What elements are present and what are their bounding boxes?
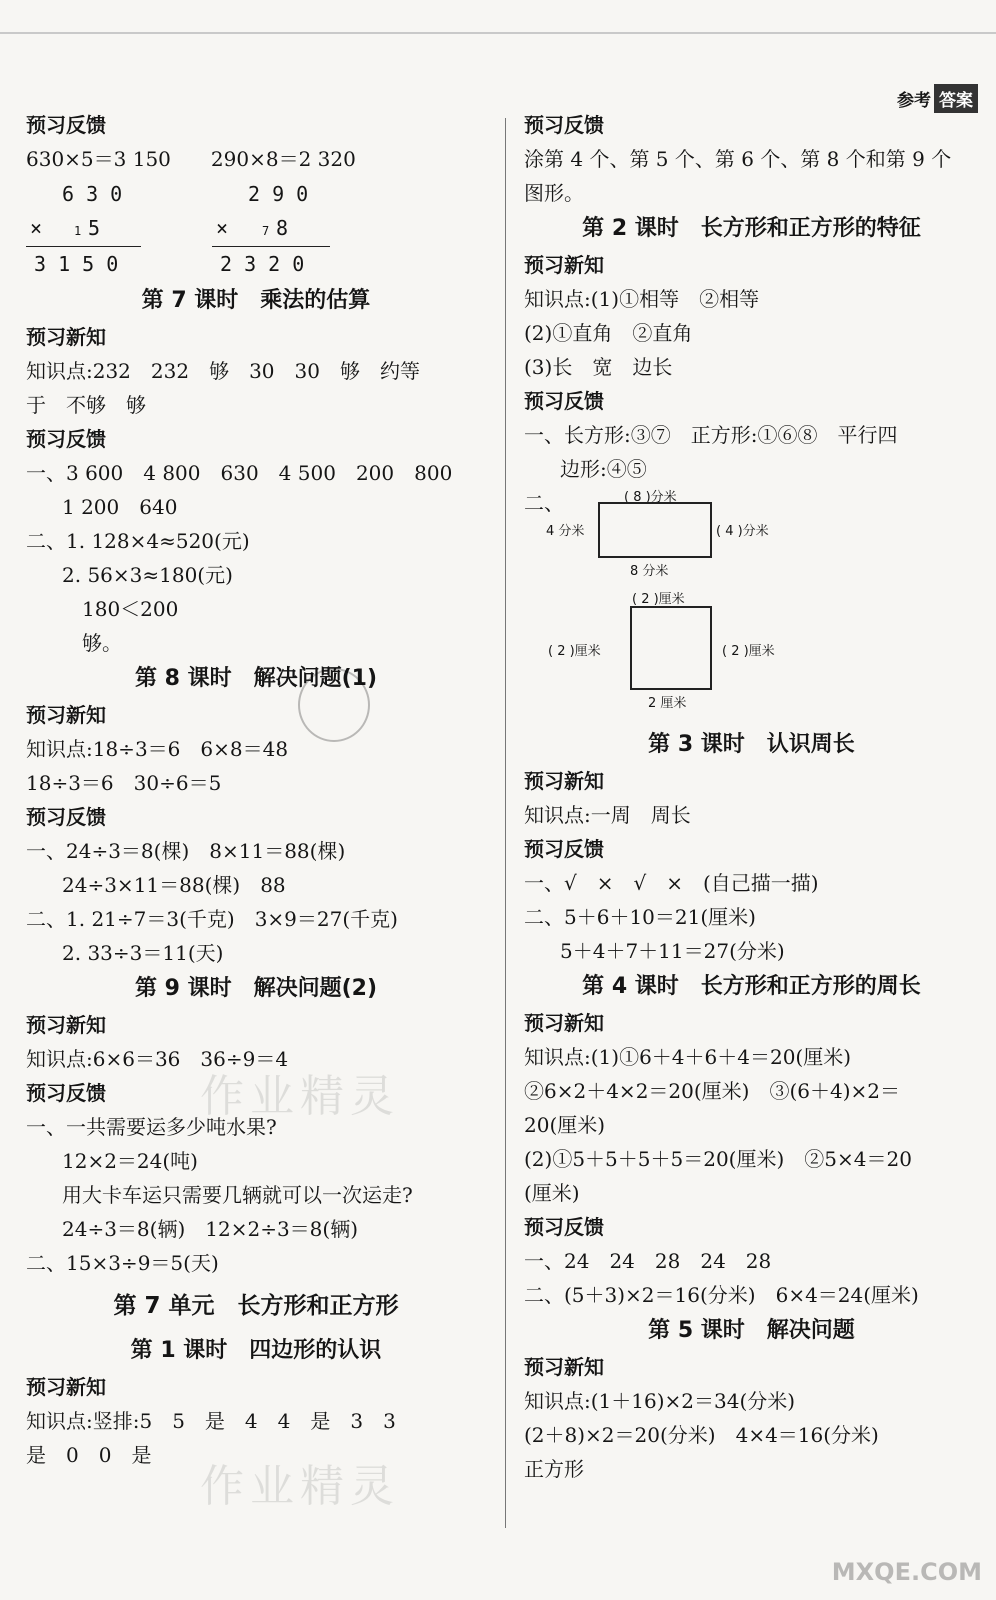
answer-line: 用大卡车运只需要几辆就可以一次运走? — [62, 1183, 413, 1207]
answer-line: 正方形 — [524, 1457, 584, 1481]
section-heading: 预习反馈 — [524, 1215, 604, 1239]
answer-line: (2)①直角 ②直角 — [524, 321, 693, 345]
lesson-title: 第 9 课时 解决问题(2) — [134, 976, 378, 1001]
lesson-title: 第 3 课时 认识周长 — [648, 732, 855, 757]
answer-line: 一、长方形:③⑦ 正方形:①⑥⑧ 平行四 — [524, 423, 898, 447]
section-heading: 预习新知 — [26, 703, 106, 727]
calc1-rule — [26, 246, 141, 247]
calc1-top: 6 3 0 — [62, 182, 123, 206]
answer-line: 二、5＋6＋10＝21(厘米) — [524, 905, 756, 929]
answer-line: 知识点:(1＋16)×2＝34(分米) — [524, 1389, 796, 1413]
calc2-op: × — [216, 216, 229, 240]
calc1-mult: 5 — [88, 216, 101, 240]
lesson-title: 第 5 课时 解决问题 — [648, 1318, 855, 1343]
rect-right-label: ( 4 )分米 — [716, 524, 769, 539]
square-right-label: ( 2 )厘米 — [722, 644, 775, 659]
answer-line: 180＜200 — [82, 597, 179, 621]
answer-line: (厘米) — [524, 1181, 580, 1205]
right-column — [524, 108, 979, 1486]
calc2-carry: 7 — [262, 224, 270, 238]
answer-line: 图形。 — [524, 181, 584, 205]
tag-answer: 答案 — [934, 84, 978, 113]
lesson-title: 第 1 课时 四边形的认识 — [130, 1338, 382, 1363]
answer-line: 24÷3＝8(辆) 12×2÷3＝8(辆) — [62, 1217, 359, 1241]
lesson-title: 第 4 课时 长方形和正方形的周长 — [582, 974, 921, 999]
answer-line: (2＋8)×2＝20(分米) 4×4＝16(分米) — [524, 1423, 879, 1447]
answer-line: 1 200 640 — [62, 495, 178, 519]
answer-line: 二、1. 128×4≈520(元) — [26, 529, 250, 553]
answer-line: 知识点:6×6＝36 36÷9＝4 — [26, 1047, 289, 1071]
section-heading: 预习新知 — [26, 1013, 106, 1037]
section-heading: 预习新知 — [524, 253, 604, 277]
answer-line: ②6×2＋4×2＝20(厘米) ③(6＋4)×2＝ — [524, 1079, 901, 1103]
answer-line: 涂第 4 个、第 5 个、第 6 个、第 8 个和第 9 个 — [524, 147, 952, 171]
section-heading: 预习新知 — [524, 1011, 604, 1035]
lesson-title: 第 8 课时 解决问题(1) — [134, 666, 378, 691]
calc2-mult: 8 — [276, 216, 289, 240]
rect-bottom-label: 8 分米 — [630, 564, 669, 579]
answer-line: 一、24÷3＝8(棵) 8×11＝88(棵) — [26, 839, 346, 863]
answer-line: 二、(5＋3)×2＝16(分米) 6×4＝24(厘米) — [524, 1283, 919, 1307]
rect-left-label: 4 分米 — [546, 524, 585, 539]
answer-line: 知识点:一周 周长 — [524, 803, 691, 827]
answer-line: 2. 56×3≈180(元) — [62, 563, 233, 587]
square-shape — [630, 606, 712, 690]
calc2-rule — [212, 246, 330, 247]
answer-line: 5＋4＋7＋11＝27(分米) — [560, 939, 785, 963]
answer-line: 知识点:(1)①6＋4＋6＋4＝20(厘米) — [524, 1045, 852, 1069]
answer-line: 边形:④⑤ — [560, 457, 647, 481]
top-rule — [0, 32, 996, 34]
lesson-title: 第 2 课时 长方形和正方形的特征 — [582, 216, 921, 241]
section-heading: 预习反馈 — [524, 837, 604, 861]
section-heading: 预习反馈 — [26, 113, 106, 137]
calc2-top: 2 9 0 — [248, 182, 309, 206]
section-heading: 预习反馈 — [26, 1081, 106, 1105]
answer-line: 于 不够 够 — [26, 393, 146, 417]
answer-line: 够。 — [82, 631, 122, 655]
section-heading: 预习反馈 — [26, 805, 106, 829]
rectangle-shape — [598, 502, 712, 558]
watermark: 作业精灵 — [200, 1071, 400, 1122]
answer-line: 二、15×3÷9＝5(天) — [26, 1251, 219, 1275]
answer-line: 一、√ × √ × (自己描一描) — [524, 871, 819, 895]
section-heading: 预习新知 — [524, 1355, 604, 1379]
answer-line: 是 0 0 是 — [26, 1443, 152, 1467]
section-heading: 预习新知 — [524, 769, 604, 793]
calc1-carry: 1 — [74, 224, 82, 238]
answer-line: 一、3 600 4 800 630 4 500 200 800 — [26, 461, 453, 485]
square-left-label: ( 2 )厘米 — [548, 644, 601, 659]
column-divider — [505, 118, 506, 1528]
calc1-result: 3 1 5 0 — [34, 252, 119, 276]
square-top-label: ( 2 )厘米 — [632, 592, 685, 607]
section-heading: 预习反馈 — [524, 389, 604, 413]
answer-line: 一、一共需要运多少吨水果? — [26, 1115, 277, 1139]
section-heading: 预习新知 — [26, 325, 106, 349]
tag-reference: 参考 — [897, 91, 931, 111]
section-heading: 预习反馈 — [26, 427, 106, 451]
answer-line: 一、24 24 28 24 28 — [524, 1249, 772, 1273]
vertical-calculations — [26, 176, 486, 282]
answer-line: 知识点:18÷3＝6 6×8＝48 — [26, 737, 289, 761]
shape-figure — [524, 486, 979, 726]
answer-line: 知识点:(1)①相等 ②相等 — [524, 287, 760, 311]
corner-watermark: MXQE.COM — [831, 1558, 982, 1586]
unit-title: 第 7 单元 长方形和正方形 — [113, 1293, 399, 1319]
section-heading: 预习反馈 — [524, 113, 604, 137]
section-heading: 预习新知 — [26, 1375, 106, 1399]
square-bottom-label: 2 厘米 — [648, 696, 687, 711]
answer-line: 20(厘米) — [524, 1113, 606, 1137]
stamp-mark — [298, 668, 370, 742]
calc1-op: × — [30, 216, 43, 240]
answer-line: 二、 — [524, 491, 564, 515]
answer-line: (3)长 宽 边长 — [524, 355, 673, 379]
answer-line: 24÷3×11＝88(棵) 88 — [62, 873, 286, 897]
answer-line: (2)①5＋5＋5＋5＝20(厘米) ②5×4＝20 — [524, 1147, 912, 1171]
answer-line: 2. 33÷3＝11(天) — [62, 941, 224, 965]
left-column — [26, 108, 486, 1472]
answer-line: 18÷3＝6 30÷6＝5 — [26, 771, 222, 795]
watermark: 作业精灵 — [200, 1461, 400, 1512]
answer-line: 12×2＝24(吨) — [62, 1149, 198, 1173]
answer-line: 知识点:232 232 够 30 30 够 约等 — [26, 359, 420, 383]
answer-line: 二、1. 21÷7＝3(千克) 3×9＝27(千克) — [26, 907, 398, 931]
lesson-title: 第 7 课时 乘法的估算 — [141, 288, 371, 313]
calc2-result: 2 3 2 0 — [220, 252, 305, 276]
rect-top-label: ( 8 )分米 — [624, 490, 677, 505]
answer-line: 630×5＝3 150 290×8＝2 320 — [26, 147, 356, 171]
answer-line: 知识点:竖排:5 5 是 4 4 是 3 3 — [26, 1409, 396, 1433]
